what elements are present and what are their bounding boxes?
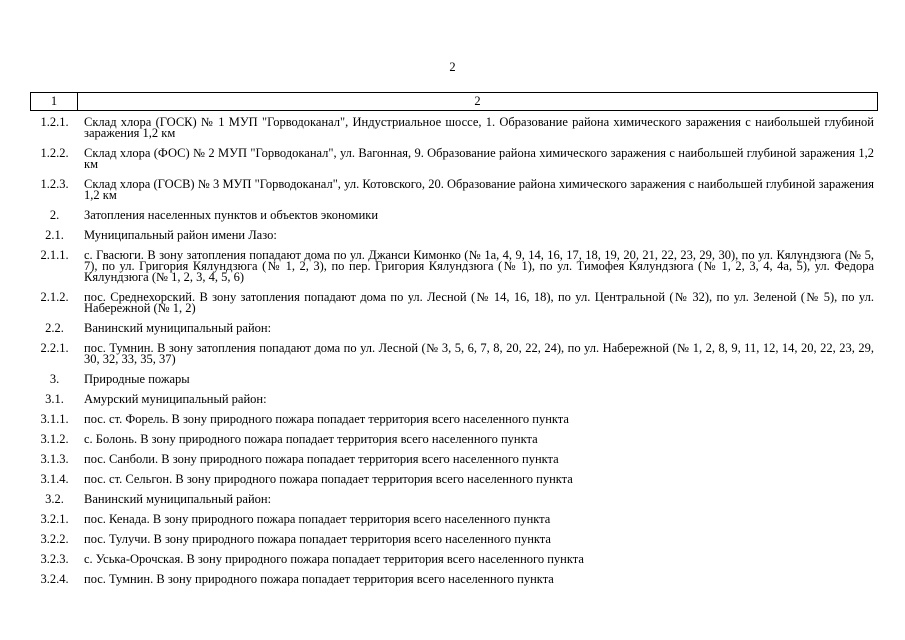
row-number: 3.1.3.	[40, 452, 69, 466]
row-text: Склад хлора (ФОС) № 2 МУП "Горводоканал", ул. Вагонная, 9. Образование района химического заражения с наибольшей глубиной заражения 1,2 км	[84, 146, 874, 171]
table-header-col-2: 2	[474, 94, 481, 108]
table-row	[30, 448, 878, 468]
row-text: Природные пожары	[84, 372, 190, 386]
row-text: пос. Тумнин. В зону затопления попадают дома по ул. Лесной (№ 3, 5, 6, 7, 8, 20, 22, 24), по ул. Набережной (№ 1, 2, 8, 9, 11, 12, 14, 20, 22, 23, 29, 30, 32, 33, 35, 37)	[84, 341, 874, 366]
row-number: 2.1.	[45, 228, 64, 242]
row-number: 3.2.1.	[40, 512, 69, 526]
table-row	[30, 286, 878, 317]
row-number: 2.1.2.	[40, 290, 69, 304]
row-text: пос. ст. Форель. В зону природного пожара попадает территория всего населенного пункта	[84, 412, 569, 426]
row-text: Затопления населенных пунктов и объектов экономики	[84, 208, 379, 222]
table-row	[30, 204, 878, 224]
row-text: Склад хлора (ГОСВ) № 3 МУП "Горводоканал", ул. Котовского, 20. Образование района химического заражения с наибольшей глубиной заражения 1,2 км	[84, 177, 874, 202]
table-row	[30, 224, 878, 244]
row-number: 3.2.	[45, 492, 64, 506]
row-text: с. Гвасюги. В зону затопления попадают дома по ул. Джанси Кимонко (№ 1а, 4, 9, 14, 16, 17, 18, 19, 20, 21, 22, 23, 29, 30), по ул. Кялундзюга (№ 5, 7), по ул. Григория Кялундзюга (№ 1, 2, 3), по пер. Григория Кялундзюга (№ 1), по ул. Тимофея Кялундзюга (№ 1, 2, 3, 4, 4а, 5), ул. Федора Кялундзюга (№ 1, 2, 3, 4, 5, 6)	[84, 248, 874, 284]
row-number: 2.2.1.	[40, 341, 69, 355]
table-row	[30, 337, 878, 368]
row-number: 3.2.4.	[40, 572, 69, 586]
table-row	[30, 548, 878, 568]
row-text: пос. Санболи. В зону природного пожара попадает территория всего населенного пункта	[84, 452, 559, 466]
row-number: 1.2.2.	[40, 146, 69, 160]
row-number: 1.2.3.	[40, 177, 69, 191]
row-number: 3.	[49, 372, 60, 386]
table-row	[30, 468, 878, 488]
table-row	[30, 142, 878, 173]
row-number: 3.1.2.	[40, 432, 69, 446]
table-row	[30, 317, 878, 337]
row-number: 2.2.	[45, 321, 64, 335]
row-number: 3.2.2.	[40, 532, 69, 546]
table-row	[30, 111, 878, 142]
row-number: 2.1.1.	[40, 248, 69, 262]
table-row	[30, 508, 878, 528]
row-text: пос. Кенада. В зону природного пожара попадает территория всего населенного пункта	[84, 512, 551, 526]
row-text: Муниципальный район имени Лазо:	[84, 228, 277, 242]
row-text: Ванинский муниципальный район:	[84, 492, 272, 506]
table-row	[30, 428, 878, 448]
row-text: Склад хлора (ГОСК) № 1 МУП "Горводоканал", Индустриальное шоссе, 1. Образование района химического заражения с наибольшей глубиной заражения 1,2 км	[84, 115, 874, 140]
row-text: с. Болонь. В зону природного пожара попадает территория всего населенного пункта	[84, 432, 538, 446]
table-row	[30, 528, 878, 548]
table-row	[30, 173, 878, 204]
table-header-col-1: 1	[31, 93, 78, 110]
row-number: 3.1.	[45, 392, 64, 406]
row-text: с. Уська-Орочская. В зону природного пожара попадает территория всего населенного пункта	[84, 552, 584, 566]
table-row	[30, 408, 878, 428]
row-text: Амурский муниципальный район:	[84, 392, 267, 406]
page-number: 2	[449, 60, 456, 74]
document-table	[30, 92, 878, 588]
row-text: пос. ст. Сельгон. В зону природного пожара попадает территория всего населенного пункта	[84, 472, 573, 486]
table-row	[30, 388, 878, 408]
row-text: пос. Тумнин. В зону природного пожара попадает территория всего населенного пункта	[84, 572, 554, 586]
row-number: 1.2.1.	[40, 115, 69, 129]
row-text: пос. Среднехорский. В зону затопления попадают дома по ул. Лесной (№ 14, 16, 18), по ул. Центральной (№ 32), по ул. Зеленой (№ 5), по ул. Набережной (№ 1, 2)	[84, 290, 874, 315]
row-number: 3.1.4.	[40, 472, 69, 486]
row-number: 2.	[49, 208, 60, 222]
row-text: пос. Тулучи. В зону природного пожара попадает территория всего населенного пункта	[84, 532, 551, 546]
row-number: 3.1.1.	[40, 412, 69, 426]
row-text: Ванинский муниципальный район:	[84, 321, 272, 335]
table-row	[30, 488, 878, 508]
table-header-row	[30, 92, 878, 111]
row-number: 3.2.3.	[40, 552, 69, 566]
table-row	[30, 568, 878, 588]
table-row	[30, 244, 878, 286]
table-row	[30, 368, 878, 388]
